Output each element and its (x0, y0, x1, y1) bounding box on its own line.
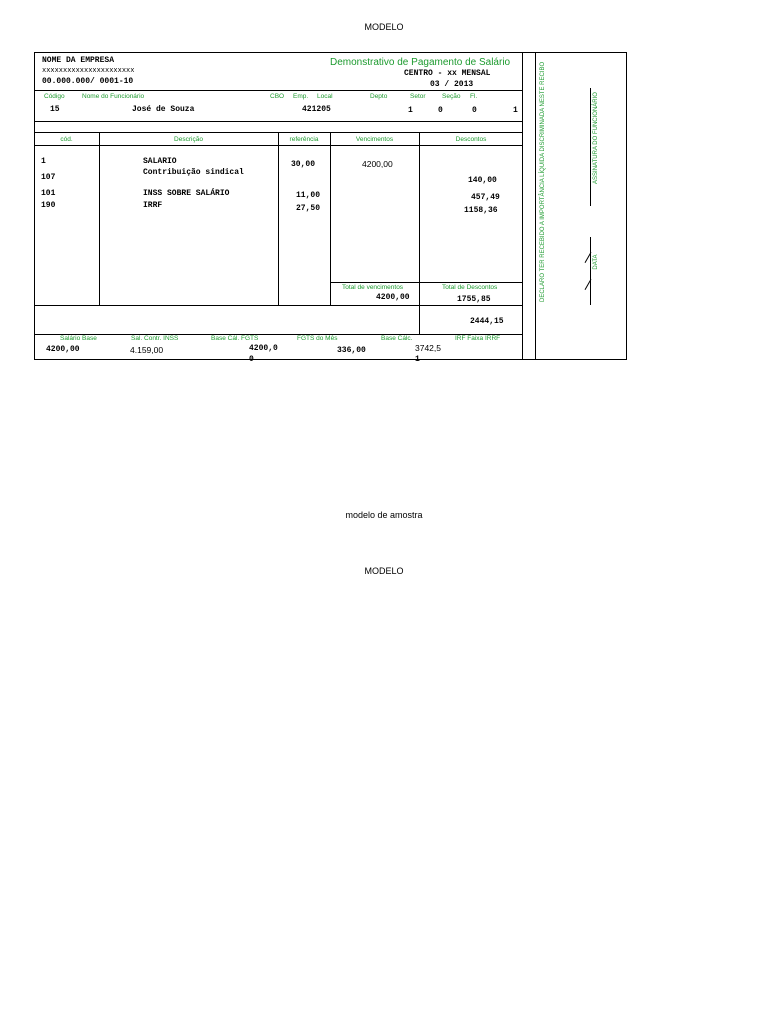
value-setor: 0 (438, 106, 443, 115)
row-3-descricao: INSS SOBRE SALÁRIO (143, 189, 230, 198)
employee-signature-label: ASSINATURA DO FUNCIONÁRIO (593, 92, 599, 184)
footer-label-salario-base: Salário Base (60, 335, 97, 342)
label-setor: Setor (410, 93, 426, 100)
document-title: Demonstrativo de Pagamento de Salário (330, 57, 511, 68)
net-amount: 2444,15 (470, 317, 504, 326)
row-2-cod: 107 (41, 173, 56, 182)
row-4-referencia: 27,50 (296, 204, 321, 213)
header-divider (34, 90, 523, 91)
company-name: NOME DA EMPRESA (42, 56, 115, 65)
footer-value-base-calc-wrap: 1 (415, 355, 420, 364)
footer-label-fgts-mes: FGTS do Mês (297, 335, 338, 342)
footer-label-base-calc-fgts: Base Cál. FGTS (211, 335, 259, 342)
value-depto: 1 (408, 106, 413, 115)
net-bottom-line (34, 334, 523, 335)
date-label: DATA (593, 254, 599, 270)
side-separator (522, 52, 523, 360)
centro-line: CENTRO - xx MENSAL (404, 69, 491, 78)
footer-value-base-calc: 3742,5 (415, 343, 441, 353)
header-vencimentos: Vencimentos (355, 136, 394, 143)
footer-label-ir-faixa: IRF Faixa IRRF (455, 335, 501, 342)
total-descontos-value: 1755,85 (457, 295, 491, 304)
header-descontos: Descontos (455, 136, 487, 143)
footer-value-fgts-mes: 336,00 (337, 346, 366, 355)
date-line (590, 237, 591, 305)
label-fl: Fl. (470, 93, 478, 100)
footer-value-base-calc-fgts-wrap: 0 (249, 355, 254, 364)
side-separator-2 (535, 52, 536, 360)
row-2-descontos: 140,00 (468, 176, 497, 185)
label-codigo: Código (44, 93, 65, 100)
totals-bottom-line (34, 305, 523, 306)
label-nome: Nome do Funcionário (82, 93, 145, 100)
sample-label: modelo de amostra (345, 510, 423, 520)
receipt-declaration: DECLARO TER RECEBIDO A IMPORTÂNCIA LÍQUIDA DISCRIMINADA NESTE RECIBO (540, 61, 546, 302)
col-line-desc (278, 132, 279, 305)
row-1-referencia: 30,00 (291, 160, 316, 169)
header-referencia: referência (289, 136, 319, 143)
total-descontos-label: Total de Descontos (442, 284, 498, 291)
row-1-vencimentos: 4200,00 (362, 159, 393, 169)
company-cnpj: 00.000.000/ 0001-10 (42, 77, 134, 86)
header-descricao: Descrição (174, 136, 203, 143)
value-nome: José de Souza (132, 105, 195, 114)
total-vencimentos-value: 4200,00 (376, 293, 410, 302)
row-1-cod: 1 (41, 157, 46, 166)
header-cod: cód. (60, 136, 73, 143)
row-4-cod: 190 (41, 201, 56, 210)
value-secao: 0 (472, 106, 477, 115)
signature-line (590, 88, 591, 206)
value-codigo: 15 (50, 105, 60, 114)
footer-label-sal-contr-inss: Sal. Contr. INSS (131, 335, 179, 342)
label-secao: Seção (442, 93, 461, 100)
row-3-cod: 101 (41, 189, 56, 198)
value-cbo: 421205 (302, 105, 331, 114)
label-depto: Depto (370, 93, 388, 100)
row-1-descricao: SALARIO (143, 157, 177, 166)
col-line-ref (330, 132, 331, 305)
row-3-referencia: 11,00 (296, 191, 321, 200)
footer-label-base-calc: Base Cálc. (381, 335, 413, 342)
bottom-label: MODELO (364, 566, 404, 576)
company-filler: xxxxxxxxxxxxxxxxxxxxxx (42, 67, 135, 75)
totals-top-line (330, 282, 523, 283)
top-label: MODELO (364, 22, 404, 32)
row-4-descontos: 1158,36 (464, 206, 498, 215)
label-cbo: CBO (270, 93, 285, 100)
employee-divider (34, 121, 523, 122)
total-vencimentos-label: Total de vencimentos (342, 284, 404, 291)
footer-value-base-calc-fgts: 4200,0 (249, 344, 278, 353)
value-fl: 1 (513, 106, 518, 115)
row-2-descricao: Contribuição sindical (143, 168, 244, 177)
footer-value-salario-base: 4200,00 (46, 345, 80, 354)
label-emp: Emp. (293, 93, 309, 100)
col-line-cod (99, 132, 100, 305)
label-local: Local (317, 93, 333, 100)
row-4-descricao: IRRF (143, 201, 163, 210)
footer-value-sal-contr-inss: 4.159,00 (130, 345, 164, 355)
period: 03 / 2013 (430, 80, 474, 89)
row-3-descontos: 457,49 (471, 193, 500, 202)
